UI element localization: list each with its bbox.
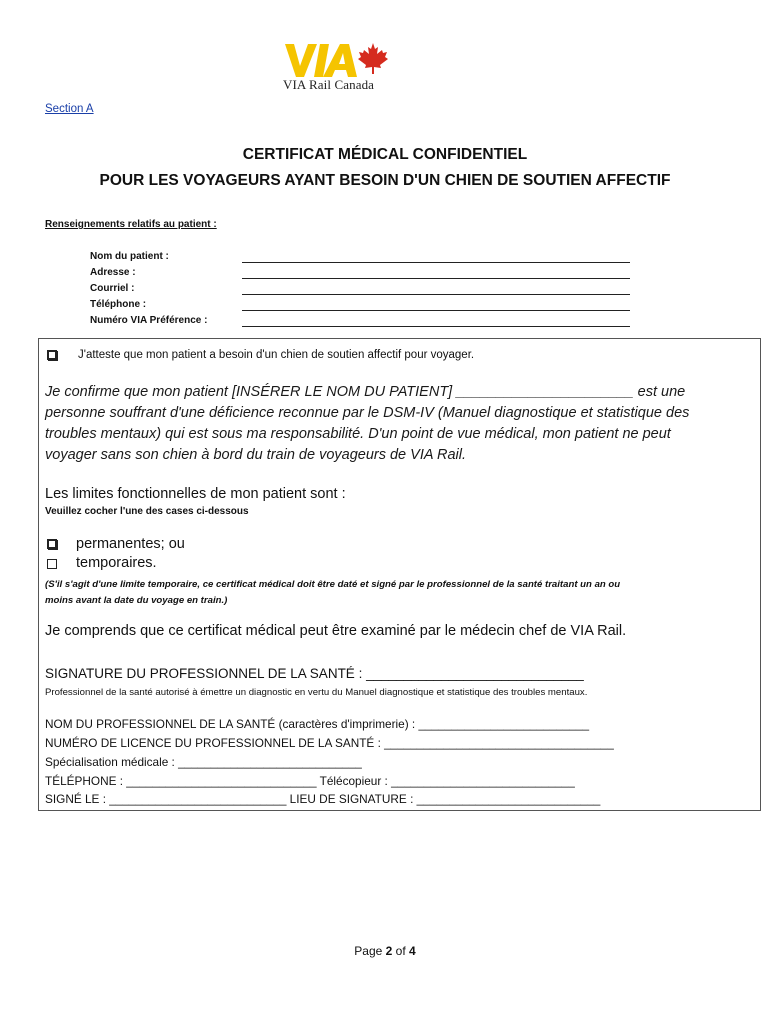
maple-leaf-icon: [358, 43, 388, 74]
note-line: moins avant la date du voyage en train.): [45, 595, 228, 606]
attestation-text: J'atteste que mon patient a besoin d'un chien de soutien affectif pour voyager.: [78, 349, 475, 361]
patient-info-heading: Renseignements relatifs au patient :: [45, 219, 217, 230]
patient-name-label: Nom du patient :: [90, 251, 169, 262]
phone-label: Téléphone :: [90, 299, 147, 310]
via-preference-field[interactable]: [242, 326, 630, 327]
patient-name-field[interactable]: [242, 262, 630, 263]
confirmation-paragraph: [45, 382, 725, 466]
document-subtitle: POUR LES VOYAGEURS AYANT BESOIN D'UN CHIEN DE SOUTIEN AFFECTIF: [99, 172, 671, 189]
section-a-link[interactable]: Section A: [45, 103, 94, 115]
signature-field[interactable]: SIGNATURE DU PROFESSIONNEL DE LA SANTÉ : _____________________________: [45, 666, 584, 681]
logo-text: VIA Rail Canada: [283, 77, 375, 92]
page-prefix: Page: [354, 944, 386, 958]
page-indicator: [0, 944, 770, 958]
via-preference-label: Numéro VIA Préférence :: [90, 315, 208, 326]
confirmation-line: voyager sans son chien à bord du train de voyageurs de VIA Rail.: [45, 447, 467, 463]
address-label: Adresse :: [90, 267, 136, 278]
signature-note: Professionnel de la santé autorisé à émettre un diagnostic en vertu du Manuel diagnostique et statistique des troubles mentaux.: [45, 687, 588, 698]
confirmation-line: personne souffrant d'une déficience reconnue par le DSM-IV (Manuel diagnostique et statistique des: [45, 405, 690, 421]
page-of: of: [392, 944, 410, 958]
temporary-note: [45, 577, 735, 609]
specialization-field[interactable]: Spécialisation médicale : ____________________________: [45, 755, 362, 769]
limits-instruction: Veuillez cocher l'une des cases ci-dessous: [45, 506, 249, 517]
temporary-checkbox[interactable]: [47, 559, 57, 569]
email-field[interactable]: [242, 294, 630, 295]
confirmation-line: troubles mentaux) qui est sous ma responsabilité. D'un point de vue médical, mon patient ne peut: [45, 426, 671, 442]
signed-date-place-field[interactable]: SIGNÉ LE : ___________________________ LIEU DE SIGNATURE : ____________________________: [45, 792, 601, 806]
limits-title: Les limites fonctionnelles de mon patient sont :: [45, 486, 346, 502]
note-line: (S'il s'agit d'une limite temporaire, ce certificat médical doit être daté et signé par le professionnel de la santé traitant un an ou: [45, 579, 621, 590]
attestation-checkbox[interactable]: [47, 350, 57, 360]
temporary-option-label: temporaires.: [76, 555, 157, 571]
page-total: 4: [409, 944, 416, 958]
address-field[interactable]: [242, 278, 630, 279]
phone-fax-field[interactable]: TÉLÉPHONE : _____________________________ Télécopieur : ____________________________: [45, 774, 575, 788]
permanent-checkbox[interactable]: [47, 539, 57, 549]
document-title: CERTIFICAT MÉDICAL CONFIDENTIEL: [242, 146, 528, 163]
permanent-option-label: permanentes; ou: [76, 536, 185, 552]
professional-name-field[interactable]: NOM DU PROFESSIONNEL DE LA SANTÉ (caractères d'imprimerie) : __________________________: [45, 717, 590, 731]
license-number-field[interactable]: NUMÉRO DE LICENCE DU PROFESSIONNEL DE LA SANTÉ : ___________________________________: [45, 736, 614, 750]
confirmation-line: Je confirme que mon patient [INSÉRER LE NOM DU PATIENT] ______________________ est une: [45, 384, 686, 400]
phone-field[interactable]: [242, 310, 630, 311]
email-label: Courriel :: [90, 283, 135, 294]
page-current: 2: [385, 944, 393, 958]
understanding-statement: Je comprends que ce certificat médical peut être examiné par le médecin chef de VIA Rail.: [45, 623, 627, 639]
